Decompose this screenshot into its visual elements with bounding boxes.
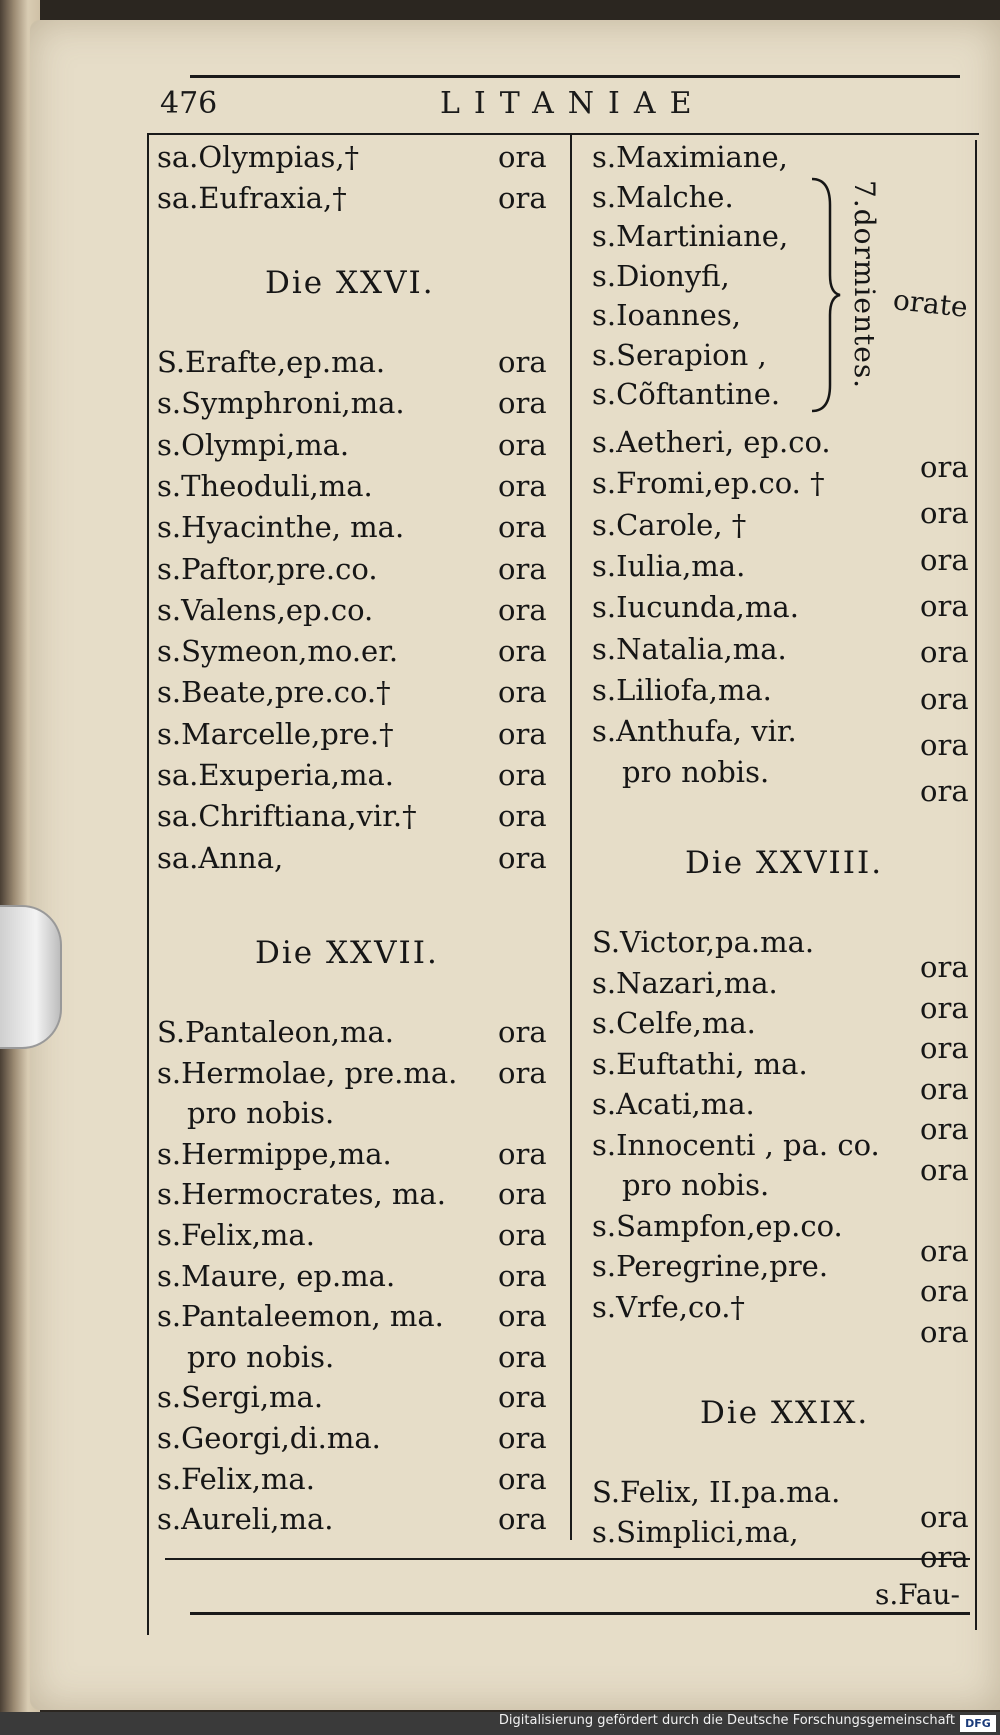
litany-entry: s.Maure, ep.ma. xyxy=(157,1258,396,1293)
litany-entry: s.Marcelle,pre.† xyxy=(157,716,394,751)
ora-response: ora xyxy=(920,1540,969,1574)
running-title: LITANIAE xyxy=(440,86,706,121)
ora-response: ora xyxy=(920,450,969,484)
ora-response: ora xyxy=(498,758,547,792)
ora-response: ora xyxy=(498,1177,547,1212)
ora-response: ora xyxy=(920,1233,969,1268)
litany-entry: s.Georgi,di.ma. xyxy=(157,1421,381,1455)
litany-entry: S.Erafte,ep.ma. xyxy=(157,345,386,379)
litany-entry: pro nobis. xyxy=(622,1168,770,1202)
litany-entry: s.Symphroni,ma. xyxy=(157,386,405,421)
ora-response: ora xyxy=(498,181,547,215)
litany-entry: s.Vrfe,co.† xyxy=(592,1289,745,1324)
day-heading-xxix: Die XXIX. xyxy=(700,1395,870,1431)
ora-response: ora xyxy=(498,1461,547,1496)
orate-response: orate xyxy=(891,283,970,324)
ora-response: ora xyxy=(498,1339,547,1374)
ora-response: ora xyxy=(498,799,547,834)
page-clip xyxy=(0,905,62,1049)
ora-response: ora xyxy=(920,1112,969,1146)
litany-entry: s.Felix,ma. xyxy=(157,1461,315,1496)
day-heading-xxvii: Die XXVII. xyxy=(255,935,439,971)
litany-entry: S.Felix, II.pa.ma. xyxy=(592,1475,841,1509)
litany-entry: s.Natalia,ma. xyxy=(592,631,787,666)
page-number: 476 xyxy=(160,86,218,121)
litany-entry: s.Carole, † xyxy=(592,507,747,542)
ora-response: ora xyxy=(498,386,547,421)
ora-response: ora xyxy=(498,427,547,462)
litany-entry: s.Fromi,ep.co. † xyxy=(592,466,825,501)
ora-response: ora xyxy=(920,635,969,670)
litany-entry: s.Acati,ma. xyxy=(592,1087,755,1121)
frame-right-rule xyxy=(975,140,977,1630)
ora-response: ora xyxy=(920,1274,969,1308)
ora-response: ora xyxy=(498,468,547,503)
litany-entry: s.Felix,ma. xyxy=(157,1218,315,1252)
ora-response: ora xyxy=(498,1136,547,1171)
ora-response: ora xyxy=(920,542,969,577)
litany-entry: s.Anthufa, vir. xyxy=(592,714,797,749)
ora-response: ora xyxy=(920,1314,969,1349)
dormientes-label: 7.dormientes. xyxy=(848,180,881,390)
bottom-rule xyxy=(165,1558,970,1560)
ora-response: ora xyxy=(498,716,547,751)
litany-entry: s.Sampfon,ep.co. xyxy=(592,1208,843,1243)
ora-response: ora xyxy=(920,1500,969,1534)
column-divider xyxy=(570,135,572,1540)
ora-response: ora xyxy=(498,1421,547,1455)
ora-response: ora xyxy=(920,1031,969,1065)
dormiens-entry: s.Serapion , xyxy=(592,337,767,372)
litany-entry: s.Iulia,ma. xyxy=(592,548,746,583)
litany-entry: s.Iucunda,ma. xyxy=(592,590,799,625)
ora-response: ora xyxy=(920,681,969,716)
ora-response: ora xyxy=(498,345,547,379)
ora-response: ora xyxy=(498,634,547,669)
litany-entry: s.Symeon,mo.er. xyxy=(157,634,399,669)
ora-response: ora xyxy=(498,1258,547,1293)
litany-entry: pro nobis. xyxy=(622,755,770,790)
ora-response: ora xyxy=(498,140,547,174)
dormiens-entry: s.Cõftantine. xyxy=(592,377,781,411)
dormiens-entry: s.Martiniane, xyxy=(592,219,789,253)
ora-response: ora xyxy=(920,727,969,762)
dfg-logo: DFG xyxy=(960,1715,996,1732)
ora-response: ora xyxy=(920,1152,969,1187)
litany-entry: pro nobis. xyxy=(187,1096,335,1131)
litany-entry: s.Hermocrates, ma. xyxy=(157,1177,446,1212)
dormiens-entry: s.Ioannes, xyxy=(592,298,741,332)
litany-entry: s.Liliofa,ma. xyxy=(592,672,772,707)
ora-response: ora xyxy=(498,1299,547,1334)
dormiens-entry: s.Malche. xyxy=(592,179,734,214)
litany-entry: sa.Anna, xyxy=(157,840,284,875)
catchword: s.Fau- xyxy=(875,1578,960,1611)
header-rule xyxy=(190,75,960,78)
litany-entry: sa.Exuperia,ma. xyxy=(157,758,394,792)
litany-entry: s.Paftor,pre.co. xyxy=(157,551,378,586)
litany-entry: sa.Eufraxia,† xyxy=(157,181,347,215)
litany-entry: s.Peregrine,pre. xyxy=(592,1249,829,1283)
ora-response: ora xyxy=(498,551,547,586)
ora-response: ora xyxy=(920,496,969,531)
litany-entry: s.Simplici,ma, xyxy=(592,1515,799,1549)
ora-response: ora xyxy=(498,840,547,875)
ora-response: ora xyxy=(920,1071,969,1106)
ora-response: ora xyxy=(498,1218,547,1252)
curly-brace-icon xyxy=(808,175,842,415)
litany-entry: s.Celfe,ma. xyxy=(592,1006,756,1040)
litany-entry: s.Aureli,ma. xyxy=(157,1502,334,1537)
litany-entry: S.Pantaleon,ma. xyxy=(157,1015,394,1049)
dormiens-entry: s.Dionyfi, xyxy=(592,258,730,293)
litany-entry: sa.Chriftiana,vir.† xyxy=(157,799,417,834)
ora-response: ora xyxy=(498,1380,547,1415)
footer-credit: Digitalisierung gefördert durch die Deutsche Forschungsgemeinschaft xyxy=(498,1713,955,1728)
ora-response: ora xyxy=(498,592,547,627)
ora-response: ora xyxy=(498,510,547,545)
litany-entry: s.Hyacinthe, ma. xyxy=(157,510,405,545)
ora-response: ora xyxy=(920,950,969,984)
day-heading-xxvi: Die XXVI. xyxy=(265,265,435,301)
litany-entry: s.Sergi,ma. xyxy=(157,1380,324,1415)
ora-response: ora xyxy=(920,774,969,809)
ora-response: ora xyxy=(920,588,969,623)
ora-response: ora xyxy=(498,1055,547,1090)
litany-entry: s.Hermippe,ma. xyxy=(157,1136,392,1171)
litany-entry: s.Aetheri, ep.co. xyxy=(592,425,831,459)
litany-entry: sa.Olympias,† xyxy=(157,140,360,174)
litany-entry: s.Valens,ep.co. xyxy=(157,592,374,627)
ora-response: ora xyxy=(498,1015,547,1049)
litany-entry: s.Theoduli,ma. xyxy=(157,468,373,503)
litany-entry: s.Nazari,ma. xyxy=(592,965,778,1000)
bottom-double-rule xyxy=(190,1612,970,1615)
ora-response: ora xyxy=(920,990,969,1025)
dormiens-entry: s.Maximiane, xyxy=(592,140,788,174)
litany-entry: s.Olympi,ma. xyxy=(157,427,350,462)
litany-entry: s.Pantaleemon, ma. xyxy=(157,1299,444,1334)
day-heading-xxviii: Die XXVIII. xyxy=(685,845,884,881)
litany-entry: pro nobis. xyxy=(187,1339,335,1374)
ora-response: ora xyxy=(498,675,547,710)
litany-entry: s.Innocenti , pa. co. xyxy=(592,1127,880,1162)
ora-response: ora xyxy=(498,1502,547,1537)
litany-entry: s.Euftathi, ma. xyxy=(592,1046,808,1081)
litany-entry: S.Victor,pa.ma. xyxy=(592,925,815,959)
litany-entry: s.Beate,pre.co.† xyxy=(157,675,391,710)
litany-entry: s.Hermolae, pre.ma. xyxy=(157,1055,458,1090)
